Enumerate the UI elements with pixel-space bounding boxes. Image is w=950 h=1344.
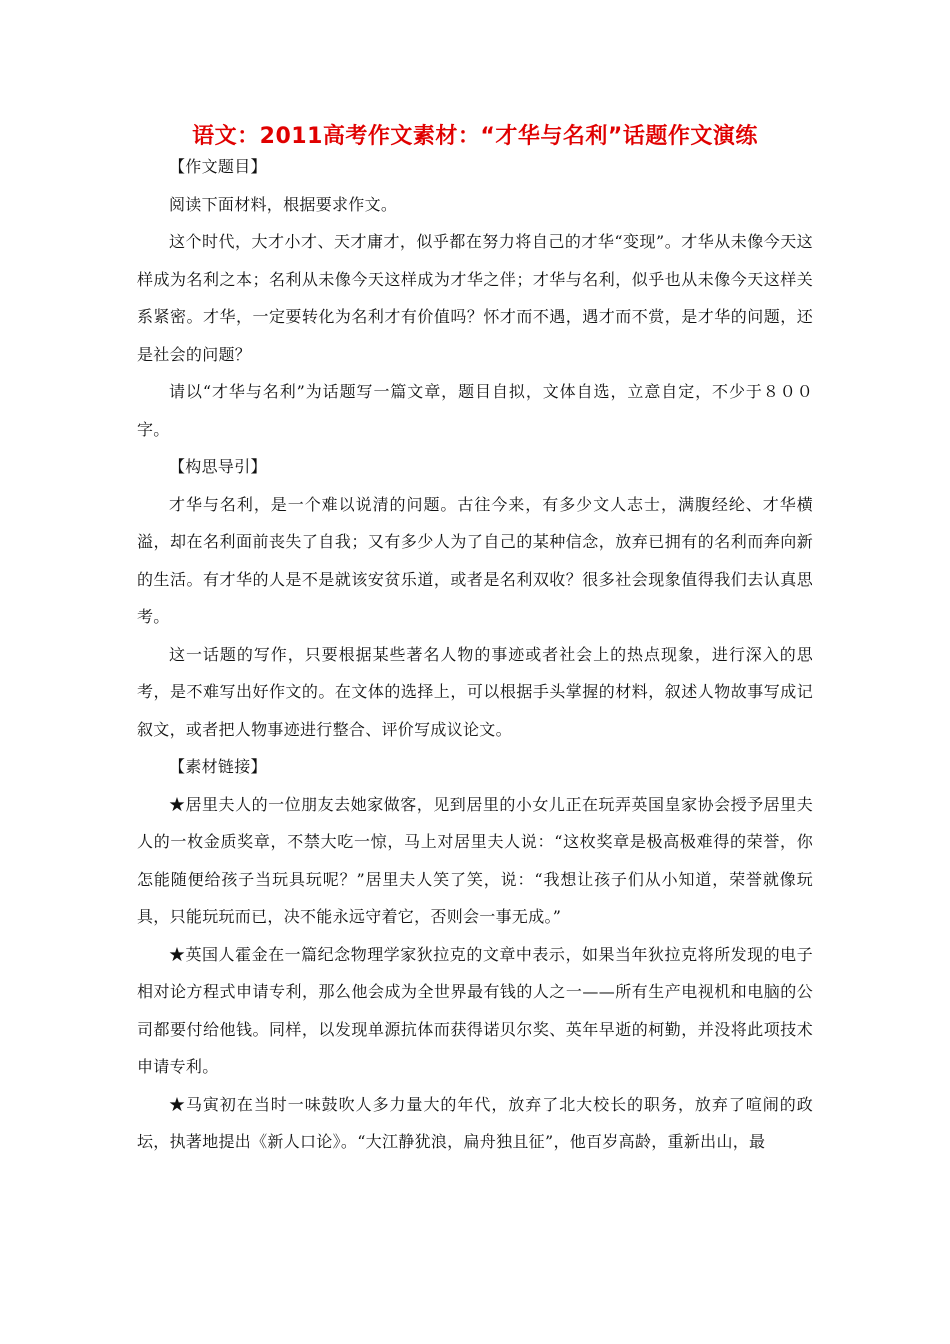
document-body (137, 148, 813, 1161)
section-heading: 【构思导引】 (169, 457, 267, 476)
paragraph: ★马寅初在当时一味鼓吹人多力量大的年代，放弃了北大校长的职务，放弃了喧闹的政坛，执著地提出《新人口论》。“大江静犹浪，扁舟独且征”，他百岁高龄，重新出山，最 (137, 1094, 813, 1151)
paragraph: 阅读下面材料，根据要求作文。 (169, 194, 398, 214)
paragraph: 才华与名利，是一个难以说清的问题。古往今来，有多少文人志士，满腹经纶、才华横溢，却在名利面前丧失了自我；又有多少人为了自己的某种信念，放弃已拥有的名利而奔向新的生活。有才华的人是不是就该安贫乐道，或者是名利双收？很多社会现象值得我们去认真思考。 (137, 494, 813, 626)
paragraph: 这一话题的写作，只要根据某些著名人物的事迹或者社会上的热点现象，进行深入的思考，是不难写出好作文的。在文体的选择上，可以根据手头掌握的材料，叙述人物故事写成记叙文，或者把人物事迹进行整合、评价写成议论文。 (137, 644, 813, 739)
paragraph: 这个时代，大才小才、天才庸才，似乎都在努力将自己的才华“变现”。才华从未像今天这样成为名利之本；名利从未像今天这样成为才华之伴；才华与名利，似乎也从未像今天这样关系紧密。才华，一定要转化为名利才有价值吗？怀才而不遇，遇才而不赏，是才华的问题，还是社会的问题？ (137, 232, 813, 364)
paragraph: ★英国人霍金在一篇纪念物理学家狄拉克的文章中表示，如果当年狄拉克将所发现的电子相对论方程式申请专利，那么他会成为全世界最有钱的人之一——所有生产电视机和电脑的公司都要付给他钱。同样，以发现单源抗体而获得诺贝尔奖、英年早逝的柯勤，并没将此项技术申请专利。 (137, 944, 813, 1076)
paragraph: 请以“才华与名利”为话题写一篇文章，题目自拟，文体自选，立意自定，不少于８００字。 (137, 382, 813, 439)
section-heading: 【素材链接】 (169, 757, 267, 776)
paragraph: ★居里夫人的一位朋友去她家做客，见到居里的小女儿正在玩弄英国皇家协会授予居里夫人的一枚金质奖章，不禁大吃一惊，马上对居里夫人说：“这枚奖章是极高极难得的荣誉，你怎能随便给孩子当玩具玩呢？”居里夫人笑了笑，说：“我想让孩子们从小知道，荣誉就像玩具，只能玩玩而已，决不能永远守着它，否则会一事无成。” (137, 794, 813, 926)
section-essay-prompt (137, 148, 813, 448)
section-writing-guide (137, 448, 813, 748)
document-title: 语文：2011高考作文素材：“才华与名利”话题作文演练 (192, 124, 758, 149)
section-heading: 【作文题目】 (169, 157, 267, 176)
section-material-links (137, 748, 813, 1161)
